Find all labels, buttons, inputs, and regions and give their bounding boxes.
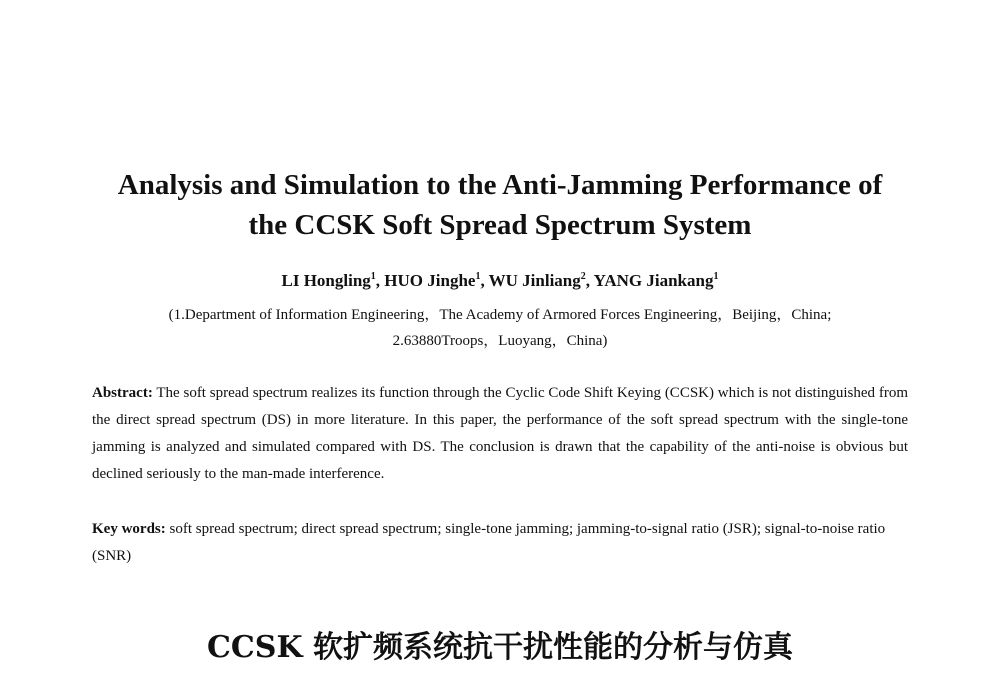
abstract-label: Abstract:	[92, 385, 153, 401]
abstract-paragraph	[92, 380, 908, 488]
affiliation-line-2: 2.63880Troops，Luoyang，China)	[392, 333, 608, 349]
keywords-text: soft spread spectrum; direct spread spectrum; single-tone jamming; jamming-to-signal ratio (JSR); signal-to-noise ratio (SNR)	[92, 521, 886, 564]
chinese-title: CCSK 软扩频系统抗干扰性能的分析与仿真	[207, 630, 793, 665]
keywords-paragraph	[92, 516, 908, 570]
author-list	[60, 271, 940, 291]
affiliation-line-1: (1.Department of Information Engineering，The Academy of Armored Forces Engineering，Beijing，China;	[168, 307, 832, 323]
author: HUO Jinghe$^1$,	[384, 271, 489, 290]
paper-title	[60, 165, 940, 245]
affiliations	[60, 302, 940, 354]
author: WU Jinliang$^2$,	[488, 271, 594, 290]
title-line-1: Analysis and Simulation to the Anti-Jamming Performance of	[117, 169, 883, 201]
author: LI Hongling$^1$,	[281, 271, 385, 290]
author: YANG Jiankang$^1$	[593, 271, 719, 290]
keywords-label: Key words:	[92, 521, 166, 537]
title-line-2: the CCSK Soft Spread Spectrum System	[248, 209, 752, 241]
abstract-text: The soft spread spectrum realizes its function through the Cyclic Code Shift Keying (CCSK) which is not distinguished from the direct spread spectrum (DS) in more literature. In this paper, the performance of the soft spread spectrum with the single-tone jamming is analyzed and simulated compared with DS. The conclusion is drawn that the capability of the anti-noise is obvious but declined seriously to the man-made interference.	[92, 385, 908, 482]
